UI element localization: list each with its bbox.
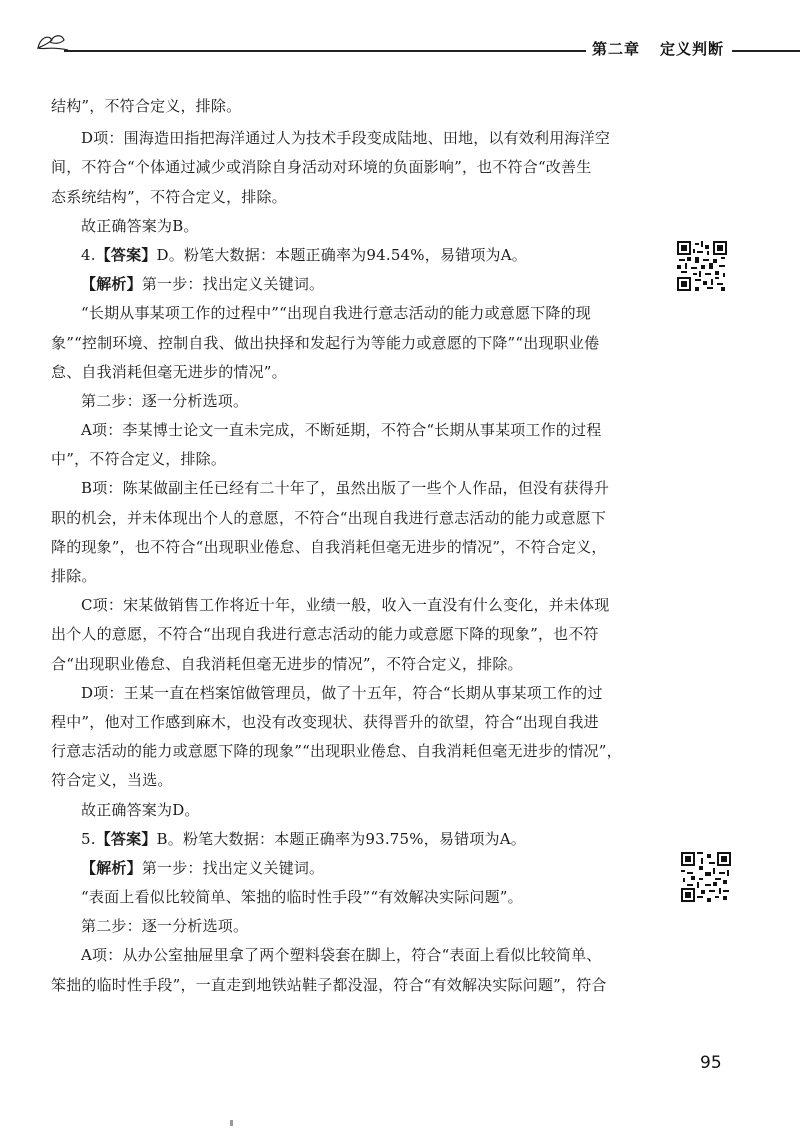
text-line: 排除。 [51,567,97,585]
text-line: A项：从办公室抽屉里拿了两个塑料袋套在脚上，符合“表面上看似比较简单、 [81,946,602,965]
text-line: 出个人的意愿，不符合“出现自我进行意志活动的能力或意愿下降的现象”，也不符 [51,625,599,644]
text-line: 笨拙的临时性手段”，一直走到地铁站鞋子都没湿，符合“有效解决实际问题”，符合 [51,975,607,994]
text-line: 降的现象”，也不符合“出现职业倦怠、自我消耗但毫无进步的情况”，不符合定义， [51,537,607,556]
text-line: A项：李某博士论文一直未完成，不断延期，不符合“长期从事某项工作的过程 [81,421,602,440]
analysis-text: 第一步：找出定义关键词。 [141,858,325,877]
text-line: D项：围海造田指把海洋通过人为技术手段变成陆地、田地，以有效利用海洋空 [81,129,611,148]
text-line: 怠、自我消耗但毫无进步的情况”。 [51,362,287,381]
answer-text: D。粉笔大数据：本题正确率为94.54%，易错项为A。 [156,245,527,264]
text-line: 故正确答案为D。 [81,800,200,819]
text-line: 职的机会，并未体现出个人的意愿，不符合“出现自我进行意志活动的能力或意愿下 [51,508,607,527]
scan-mark [230,1120,233,1126]
text-line: “表面上看似比较简单、笨拙的临时性手段”“有效解决实际问题”。 [81,888,523,907]
text-line: 结构”，不符合定义，排除。 [51,97,242,115]
qr-code-icon[interactable] [681,852,731,902]
text-line: 象”“控制环境、控制自我、做出抉择和发起行为等能力或意愿的下降”“出现职业倦 [51,333,600,352]
header-title: 定义判断 [660,40,725,58]
running-header [30,28,800,68]
text-line: 中”，不符合定义，排除。 [51,450,227,469]
text-line: 第二步：逐一分析选项。 [81,391,249,410]
text-line: 间，不符合“个体通过减少或消除自身活动对环境的负面影响”，也不符合“改善生 [51,158,592,177]
answer-tag: 【答案】 [95,245,157,264]
answer-line [51,825,651,854]
qr-code-icon[interactable] [677,241,727,291]
answer-text: B。粉笔大数据：本题正确率为93.75%，易错项为A。 [156,829,526,848]
question-number: 4. [81,245,96,264]
page-body [51,92,651,1000]
text-line: “长期从事某项工作的过程中”“出现自我进行意志活动的能力或意愿下降的现 [81,304,592,323]
text-line: D项：王某一直在档案馆做管理员，做了十五年，符合“长期从事某项工作的过 [81,683,603,702]
header-rule-right [732,50,800,52]
page-number: 95 [700,1053,722,1073]
header-chapter: 第二章 [592,40,641,58]
text-line: 态系统结构”，不符合定义，排除。 [51,187,287,206]
text-line: 故正确答案为B。 [81,216,199,235]
analysis-text: 第一步：找出定义关键词。 [141,275,325,294]
text-line: 程中”，他对工作感到麻木，也没有改变现状、获得晋升的欲望，符合“出现自我进 [51,712,599,731]
analysis-line [51,270,651,299]
header-rule-left [64,50,586,52]
text-line: 第二步：逐一分析选项。 [81,917,249,936]
analysis-tag: 【解析】 [81,858,142,877]
answer-line [51,241,651,270]
analysis-line [51,854,651,883]
analysis-tag: 【解析】 [81,275,142,294]
question-number: 5. [81,829,96,848]
answer-tag: 【答案】 [95,829,157,848]
text-line: 符合定义，当选。 [51,771,173,790]
text-line: B项：陈某做副主任已经有二十年了，虽然出版了一些个人作品，但没有获得升 [81,479,610,498]
text-line: C项：宋某做销售工作将近十年，业绩一般，收入一直没有什么变化，并未体现 [81,596,610,615]
text-line: 合“出现职业倦怠、自我消耗但毫无进步的情况”，不符合定义，排除。 [51,654,523,673]
text-line: 行意志活动的能力或意愿下降的现象”“出现职业倦怠、自我消耗但毫无进步的情况”， [51,742,622,761]
